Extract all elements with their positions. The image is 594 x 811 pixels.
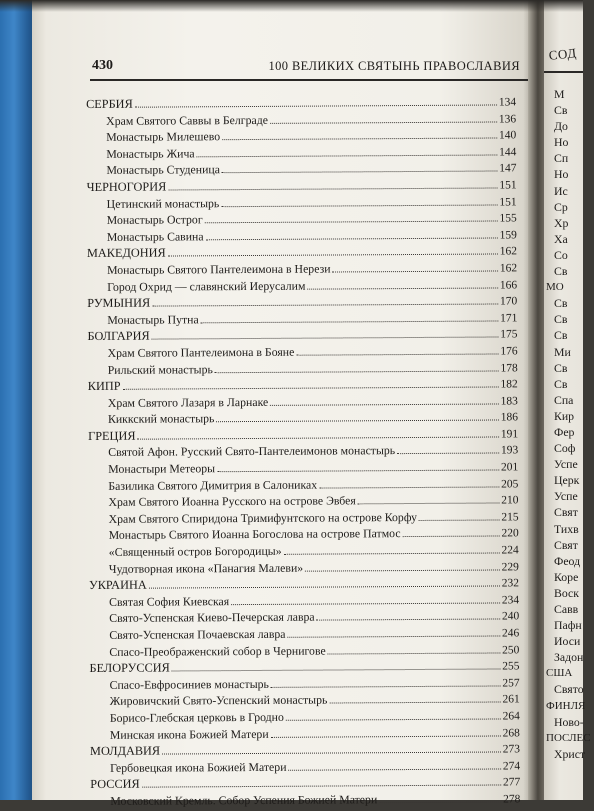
- table-of-contents: [86, 93, 520, 809]
- page-number: 430: [92, 58, 113, 73]
- toc-entry-title: Монастырь Студеница: [106, 162, 220, 178]
- right-page-line: Ново-: [554, 714, 584, 729]
- right-page-line: Ха: [554, 231, 568, 246]
- right-page-line: Св: [554, 376, 568, 391]
- toc-entry-row: [90, 790, 520, 809]
- toc-entry-title: Монастырь Милешево: [106, 129, 221, 145]
- toc-page-number: 278: [503, 793, 521, 806]
- toc-entry-title: РОССИЯ: [90, 777, 140, 792]
- right-page-line: ПОСЛЕС: [546, 731, 591, 744]
- toc-entry-title: Базилика Святого Димитрия в Салониках: [108, 477, 318, 493]
- dot-leader: [271, 685, 500, 687]
- dot-leader: [289, 768, 501, 770]
- dot-leader: [149, 586, 500, 589]
- toc-entry-title: Монастырь Святого Иоанна Богослова на острове Патмос: [108, 526, 401, 543]
- toc-page-number: 171: [500, 312, 518, 325]
- right-page-line: Тихв: [554, 521, 579, 536]
- dot-leader: [221, 204, 497, 207]
- dot-leader: [172, 669, 500, 672]
- right-page-line: Пафн: [554, 618, 582, 633]
- right-page-line: Христ: [554, 746, 586, 761]
- toc-entry-title: Святая София Киевская: [109, 593, 230, 609]
- dot-leader: [162, 752, 501, 755]
- dot-leader: [152, 304, 498, 307]
- toc-entry-title: Храм Святого Лазаря в Ларнаке: [107, 394, 269, 410]
- toc-page-number: 210: [501, 494, 519, 507]
- dot-leader: [135, 104, 497, 107]
- toc-page-number: 162: [499, 262, 518, 275]
- right-page-line: Соф: [554, 441, 576, 456]
- toc-page-number: 257: [502, 677, 520, 690]
- toc-entry-title: Спасо-Преображенский собор в Чернигове: [109, 643, 326, 659]
- toc-entry-title: Монастырь Путна: [107, 312, 199, 327]
- dot-leader: [403, 536, 500, 538]
- dot-leader: [296, 353, 498, 355]
- toc-entry-title: Храм Святого Спиридона Тримифунтского на острове Корфу: [108, 509, 418, 526]
- toc-page-number: 261: [502, 693, 520, 706]
- toc-page-number: 240: [501, 610, 520, 623]
- toc-page-number: 273: [502, 743, 521, 756]
- right-page-line: Фер: [554, 424, 575, 439]
- dot-leader: [288, 635, 501, 637]
- right-page-line: Св: [554, 264, 568, 279]
- toc-page-number: 201: [500, 461, 519, 474]
- right-page-header: СОД: [548, 45, 578, 63]
- right-page-line: Св: [554, 312, 568, 327]
- right-page-line: Кир: [554, 408, 575, 423]
- dot-leader: [328, 652, 500, 654]
- toc-page-number: 151: [499, 179, 517, 192]
- toc-entry-title: СЕРБИЯ: [86, 96, 133, 111]
- toc-entry-title: Храм Святого Пантелеимона в Бояне: [107, 344, 295, 360]
- toc-entry-title: ЧЕРНОГОРИЯ: [86, 179, 167, 194]
- right-page-line: Св: [554, 360, 568, 375]
- dot-leader: [168, 187, 497, 190]
- right-page-line: Ис: [554, 183, 568, 198]
- toc-page-number: 151: [499, 195, 517, 209]
- right-page-line: США: [546, 667, 573, 680]
- right-page-line: Со: [554, 247, 568, 262]
- right-page-line: Сп: [554, 151, 569, 166]
- dot-leader: [333, 270, 498, 272]
- dot-leader: [142, 785, 501, 788]
- dot-leader: [271, 735, 501, 737]
- dot-leader: [201, 320, 498, 323]
- dot-leader: [206, 237, 498, 240]
- toc-page-number: 224: [501, 544, 519, 557]
- dot-leader: [123, 387, 499, 390]
- toc-entry-title: Монастырь Савина: [106, 229, 204, 244]
- right-page-line: Св: [554, 328, 568, 343]
- toc-entry-title: Спасо-Евфросиниев монастырь: [109, 676, 269, 692]
- toc-entry-title: Храм Святого Саввы в Белграде: [106, 112, 269, 128]
- right-page-line: Коре: [554, 569, 579, 584]
- right-page-line: Но: [554, 167, 569, 182]
- dot-leader: [222, 138, 497, 141]
- dot-leader: [307, 287, 497, 289]
- toc-page-number: 250: [502, 643, 520, 657]
- toc-page-number: 191: [500, 428, 519, 441]
- toc-page-number: 246: [502, 627, 520, 640]
- right-page-line: Задон: [554, 650, 584, 665]
- toc-entry-title: Монастыри Метеоры: [108, 461, 216, 476]
- dot-leader: [379, 801, 501, 803]
- dot-leader: [197, 154, 498, 157]
- toc-page-number: 274: [502, 760, 521, 773]
- toc-entry-title: Храм Святого Иоанна Русского на острове Эвбея: [108, 493, 356, 510]
- dot-leader: [205, 221, 498, 224]
- toc-entry-title: БЕЛОРУССИЯ: [89, 660, 170, 676]
- toc-page-number: 166: [499, 278, 518, 292]
- toc-page-number: 234: [501, 594, 520, 607]
- right-page-line: Феод: [554, 553, 581, 568]
- toc-page-number: 159: [499, 229, 517, 242]
- toc-entry-title: «Священный остров Богородицы»: [108, 543, 282, 559]
- toc-page-number: 182: [500, 378, 518, 391]
- toc-page-number: 175: [500, 328, 518, 341]
- dot-leader: [329, 702, 500, 704]
- toc-entry-title: Город Охрид — славянский Иерусалим: [107, 278, 306, 294]
- toc-page-number: 144: [499, 146, 517, 159]
- right-page-line: Спа: [554, 392, 574, 407]
- toc-entry-title: Жировичский Свято-Успенский монастырь: [109, 692, 328, 709]
- right-page-line: Свят: [554, 505, 578, 520]
- toc-entry-title: КИПР: [87, 378, 121, 394]
- dot-leader: [216, 420, 498, 423]
- toc-entry-title: Борисо-Глебская церковь в Гродно: [109, 709, 284, 725]
- right-page-line: Св: [554, 103, 568, 118]
- right-page-line: Хр: [554, 215, 569, 230]
- toc-entry-title: РУМЫНИЯ: [87, 295, 151, 311]
- toc-page-number: 186: [500, 411, 519, 424]
- dot-leader: [358, 503, 499, 505]
- toc-entry-title: Монастырь Святого Пантелеимона в Нерези: [107, 261, 331, 277]
- right-page-contents: [546, 86, 594, 762]
- toc-entry-title: Чудотворная икона «Панагия Малеви»: [108, 560, 304, 576]
- dot-leader: [222, 171, 497, 174]
- toc-entry-title: УКРАИНА: [88, 577, 147, 593]
- dot-leader: [168, 254, 498, 257]
- toc-page-number: 134: [498, 96, 517, 109]
- toc-entry-title: Минская икона Божией Матери: [109, 726, 269, 742]
- toc-entry-title: Монастырь Острог: [106, 212, 203, 228]
- background-shadow: [0, 0, 583, 12]
- toc-page-number: 155: [499, 212, 517, 225]
- toc-page-number: 183: [500, 395, 518, 408]
- right-page-line: Успе: [554, 457, 578, 472]
- dot-leader: [217, 470, 499, 473]
- toc-entry-title: БОЛГАРИЯ: [87, 328, 150, 344]
- toc-page-number: 264: [502, 710, 520, 723]
- toc-page-number: 178: [500, 361, 518, 374]
- toc-entry-title: Монастырь Жича: [106, 146, 195, 161]
- right-page-line: ФИНЛЯ: [546, 699, 586, 712]
- running-title: 100 ВЕЛИКИХ СВЯТЫНЬ ПРАВОСЛАВИЯ: [268, 59, 520, 73]
- dot-leader: [152, 337, 499, 340]
- right-page-line: Свято: [554, 682, 584, 697]
- right-page-line: Церк: [554, 473, 580, 488]
- toc-page-number: 268: [502, 726, 520, 740]
- toc-page-number: 215: [501, 511, 519, 524]
- toc-page-number: 205: [501, 478, 519, 491]
- toc-entry-title: Цетинский монастырь: [106, 195, 220, 211]
- toc-page-number: 229: [501, 560, 519, 574]
- toc-page-number: 170: [499, 295, 518, 308]
- dot-leader: [305, 569, 500, 571]
- toc-entry-title: Гербовецкая икона Божией Матери: [110, 759, 287, 775]
- right-header-rule: [544, 71, 583, 73]
- dot-leader: [419, 519, 499, 520]
- toc-page-number: 255: [502, 660, 520, 673]
- toc-page-number: 162: [499, 245, 517, 258]
- toc-page-number: 232: [501, 577, 520, 590]
- toc-entry-title: Киккский монастырь: [107, 411, 215, 427]
- right-page-line: Св: [554, 296, 568, 311]
- toc-page-number: 176: [500, 345, 518, 358]
- toc-page-number: 140: [498, 129, 517, 142]
- toc-page-number: 193: [500, 444, 519, 457]
- dot-leader: [138, 436, 499, 439]
- dot-leader: [317, 619, 500, 621]
- toc-entry-title: Рильский монастырь: [107, 361, 213, 377]
- right-page-line: Иоси: [554, 634, 581, 649]
- header-rule: [90, 79, 528, 81]
- toc-page-number: 277: [502, 776, 521, 789]
- dot-leader: [397, 453, 499, 455]
- dot-leader: [284, 553, 500, 555]
- right-page-line: Воск: [554, 585, 580, 600]
- right-page-line: Успе: [554, 489, 578, 504]
- toc-page-number: 220: [501, 527, 519, 540]
- toc-entry-title: Святой Афон. Русский Свято-Пантелеимонов монастырь: [108, 443, 396, 460]
- dot-leader: [286, 718, 501, 720]
- toc-entry-title: МОЛДАВИЯ: [89, 743, 161, 759]
- toc-page-number: 136: [498, 112, 517, 126]
- dot-leader: [270, 121, 497, 123]
- dot-leader: [231, 602, 500, 605]
- right-page-line: МО: [546, 281, 564, 294]
- right-page-line: Савв: [554, 602, 579, 616]
- right-page-line: До: [554, 119, 568, 134]
- right-page-line: Ср: [554, 199, 568, 214]
- toc-entry-title: Свято-Успенская Киево-Печерская лавра: [109, 610, 315, 626]
- right-page-line: М: [554, 87, 565, 101]
- toc-page-number: 147: [499, 162, 517, 175]
- toc-entry-title: Свято-Успенская Почаевская лавра: [109, 626, 286, 642]
- toc-entry-title: Московский Кремль. Собор Успения Божией Матери: [110, 792, 378, 808]
- dot-leader: [215, 370, 499, 373]
- dot-leader: [319, 486, 499, 488]
- right-page-line: Ми: [554, 344, 571, 359]
- right-page-line: Но: [554, 135, 569, 150]
- right-page-line: Свят: [554, 537, 578, 552]
- toc-entry-title: МАКЕДОНИЯ: [86, 245, 166, 261]
- toc-entry-title: ГРЕЦИЯ: [88, 428, 136, 443]
- dot-leader: [270, 403, 498, 405]
- page-header: [92, 58, 528, 80]
